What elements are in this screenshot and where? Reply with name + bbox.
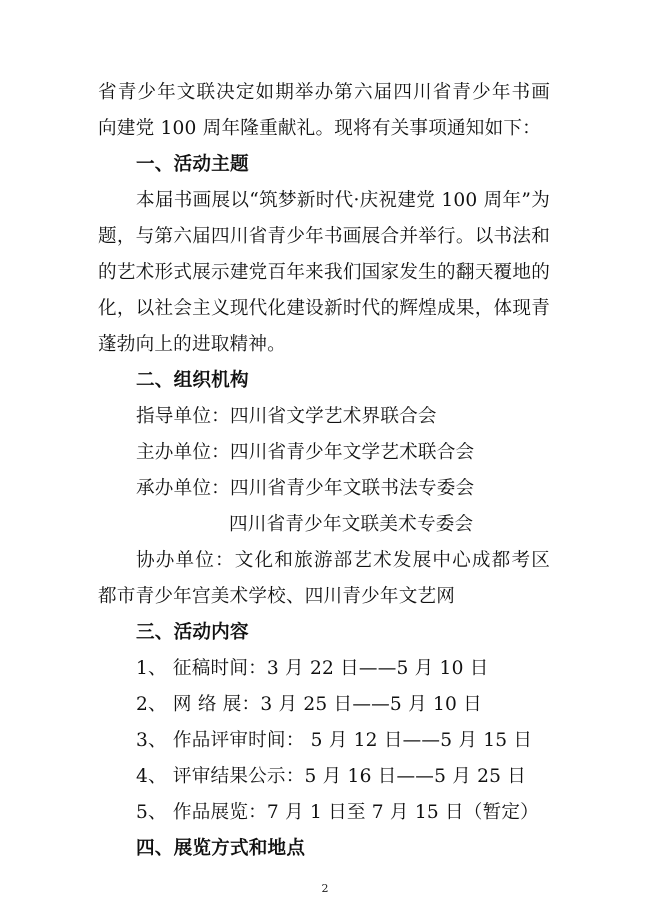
theme-paragraph-line-3: 的艺术形式展示建党百年来我们国家发生的翻天覆地的	[98, 262, 550, 283]
intro-line-1: 省青少年文联决定如期举办第六届四川省青少年书画	[98, 82, 550, 103]
co-organizer-line-1: 协办单位：文化和旅游部艺术发展中心成都考区	[136, 550, 550, 571]
host-unit: 主办单位：四川省青少年文学艺术联合会	[136, 442, 475, 463]
section-heading-activity-content: 三、活动内容	[136, 622, 249, 643]
content-item-online-exhibition: 2、 网 络 展：3 月 25 日——5 月 10 日	[136, 694, 482, 715]
guide-unit: 指导单位：四川省文学艺术界联合会	[136, 406, 437, 427]
organizer-unit: 承办单位：四川省青少年文联书法专委会	[136, 478, 475, 499]
theme-paragraph-line-5: 蓬勃向上的进取精神。	[98, 334, 286, 355]
content-item-exhibition: 5、 作品展览：7 月 1 日至 7 月 15 日（暂定）	[136, 802, 539, 823]
section-heading-exhibition-method: 四、展览方式和地点	[136, 838, 306, 859]
content-item-submission: 1、 征稿时间：3 月 22 日——5 月 10 日	[136, 658, 489, 679]
theme-paragraph-line-4: 化，以社会主义现代化建设新时代的辉煌成果，体现青	[98, 298, 550, 319]
intro-line-2: 向建党 100 周年隆重献礼。现将有关事项通知如下：	[98, 118, 541, 139]
theme-paragraph-line-1: 本届书画展以“筑梦新时代·庆祝建党 100 周年”为	[136, 190, 550, 211]
section-heading-activity-theme: 一、活动主题	[136, 154, 249, 175]
organizer-unit-second: 四川省青少年文联美术专委会	[229, 514, 474, 535]
content-item-result-announcement: 4、 评审结果公示：5 月 16 日——5 月 25 日	[136, 766, 527, 787]
co-organizer-line-2: 都市青少年宫美术学校、四川青少年文艺网	[98, 586, 456, 607]
section-heading-organization: 二、组织机构	[136, 370, 249, 391]
page-number: 2	[321, 882, 329, 895]
content-item-review: 3、 作品评审时间： 5 月 12 日——5 月 15 日	[136, 730, 533, 751]
theme-paragraph-line-2: 题，与第六届四川省青少年书画展合并举行。以书法和	[98, 226, 550, 247]
